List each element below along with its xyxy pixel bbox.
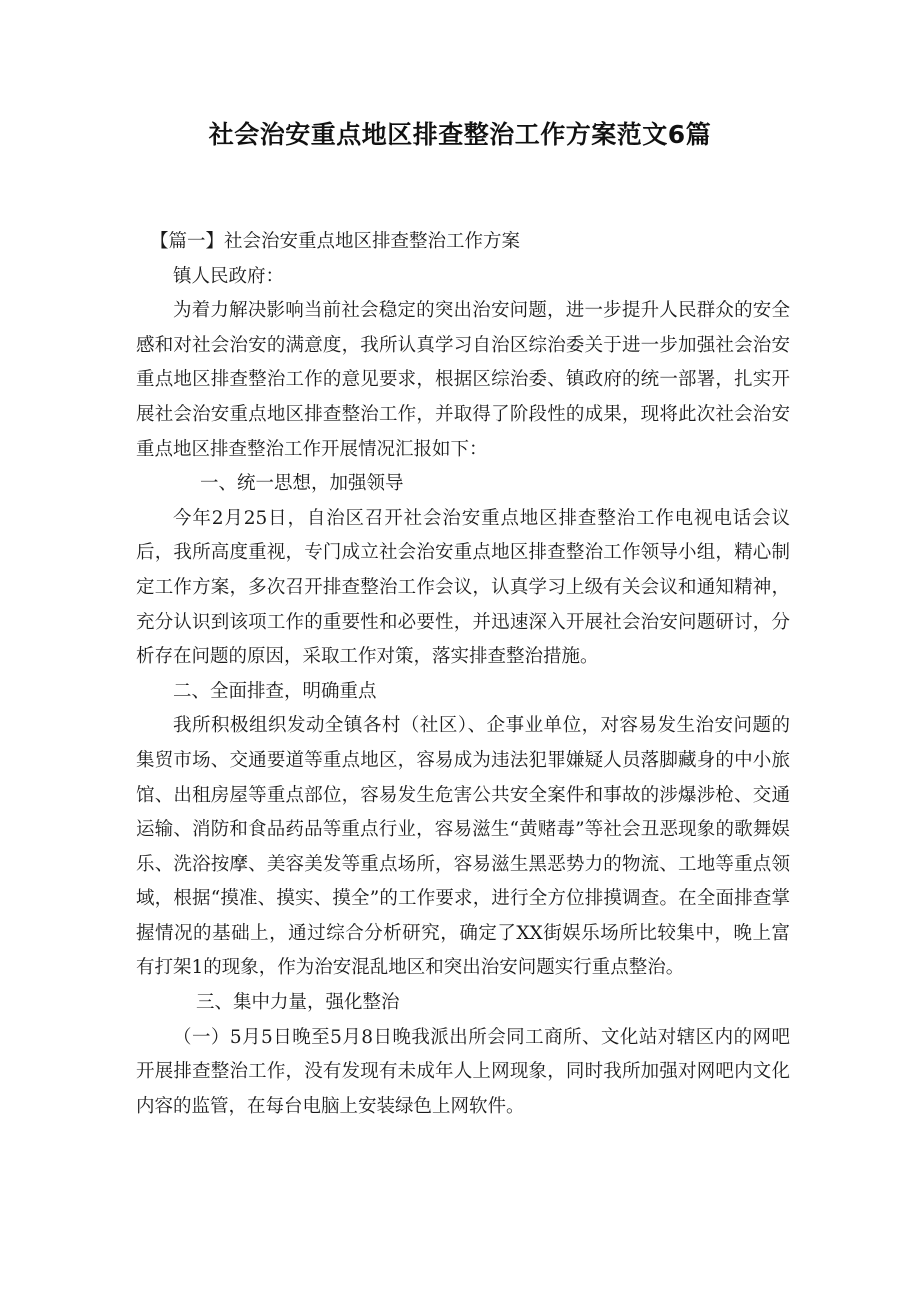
paragraph-one: 今年2月25日，自治区召开社会治安重点地区排查整治工作电视电话会议后，我所高度重视，专门成立社会治安重点地区排查整治工作领导小组，精心制定工作方案，多次召开排查整治工作会议，认真学习上级有关会议和通知精神，充分认识到该项工作的重要性和必要性，并迅速深入开展社会治安问题研讨，分析存在问题的原因，采取工作对策，落实排查整治措施。 bbox=[136, 507, 790, 668]
paragraph-two: 我所积极组织发动全镇各村（社区）、企事业单位，对容易发生治安问题的集贸市场、交通要道等重点地区，容易成为违法犯罪嫌疑人员落脚藏身的中小旅馆、出租房屋等重点部位，容易发生危害公共安全案件和事故的涉爆涉枪、交通运输、消防和食品药品等重点行业，容易滋生“黄赌毒”等社会丑恶现象的歌舞娱乐、洗浴按摩、美容美发等重点场所，容易滋生黑恶势力的物流、工地等重点领域，根据“摸准、摸实、摸全”的工作要求，进行全方位排摸调查。在全面排查掌握情况的基础上，通过综合分析研究，确定了XX街娱乐场所比较集中，晚上富有打架1的现象，作为治安混乱地区和突出治安问题实行重点整治。 bbox=[136, 715, 790, 979]
addressee: 镇人民政府： bbox=[173, 265, 285, 287]
document-body bbox=[136, 225, 790, 1124]
heading-three: 三、集中力量，强化整治 bbox=[196, 992, 400, 1014]
heading-two: 二、全面排查，明确重点 bbox=[173, 680, 377, 702]
document-title: 社会治安重点地区排查整治工作方案范文6篇 bbox=[208, 120, 712, 149]
intro-paragraph: 为着力解决影响当前社会稳定的突出治安问题，进一步提升人民群众的安全感和对社会治安的满意度，我所认真学习自治区综治委关于进一步加强社会治安重点地区排查整治工作的意见要求，根据区综治委、镇政府的统一部署，扎实开展社会治安重点地区排查整治工作，并取得了阶段性的成果，现将此次社会治安重点地区排查整治工作开展情况汇报如下： bbox=[136, 300, 790, 460]
paragraph-three: （一）5月5日晚至5月8日晚我派出所会同工商所、文化站对辖区内的网吧开展排查整治工作，没有发现有未成年人上网现象，同时我所加强对网吧内文化内容的监管，在每台电脑上安装绿色上网软件。 bbox=[136, 1026, 790, 1117]
heading-one: 一、统一思想，加强领导 bbox=[200, 473, 404, 495]
section-title: 【篇一】社会治安重点地区排查整治工作方案 bbox=[150, 231, 521, 252]
